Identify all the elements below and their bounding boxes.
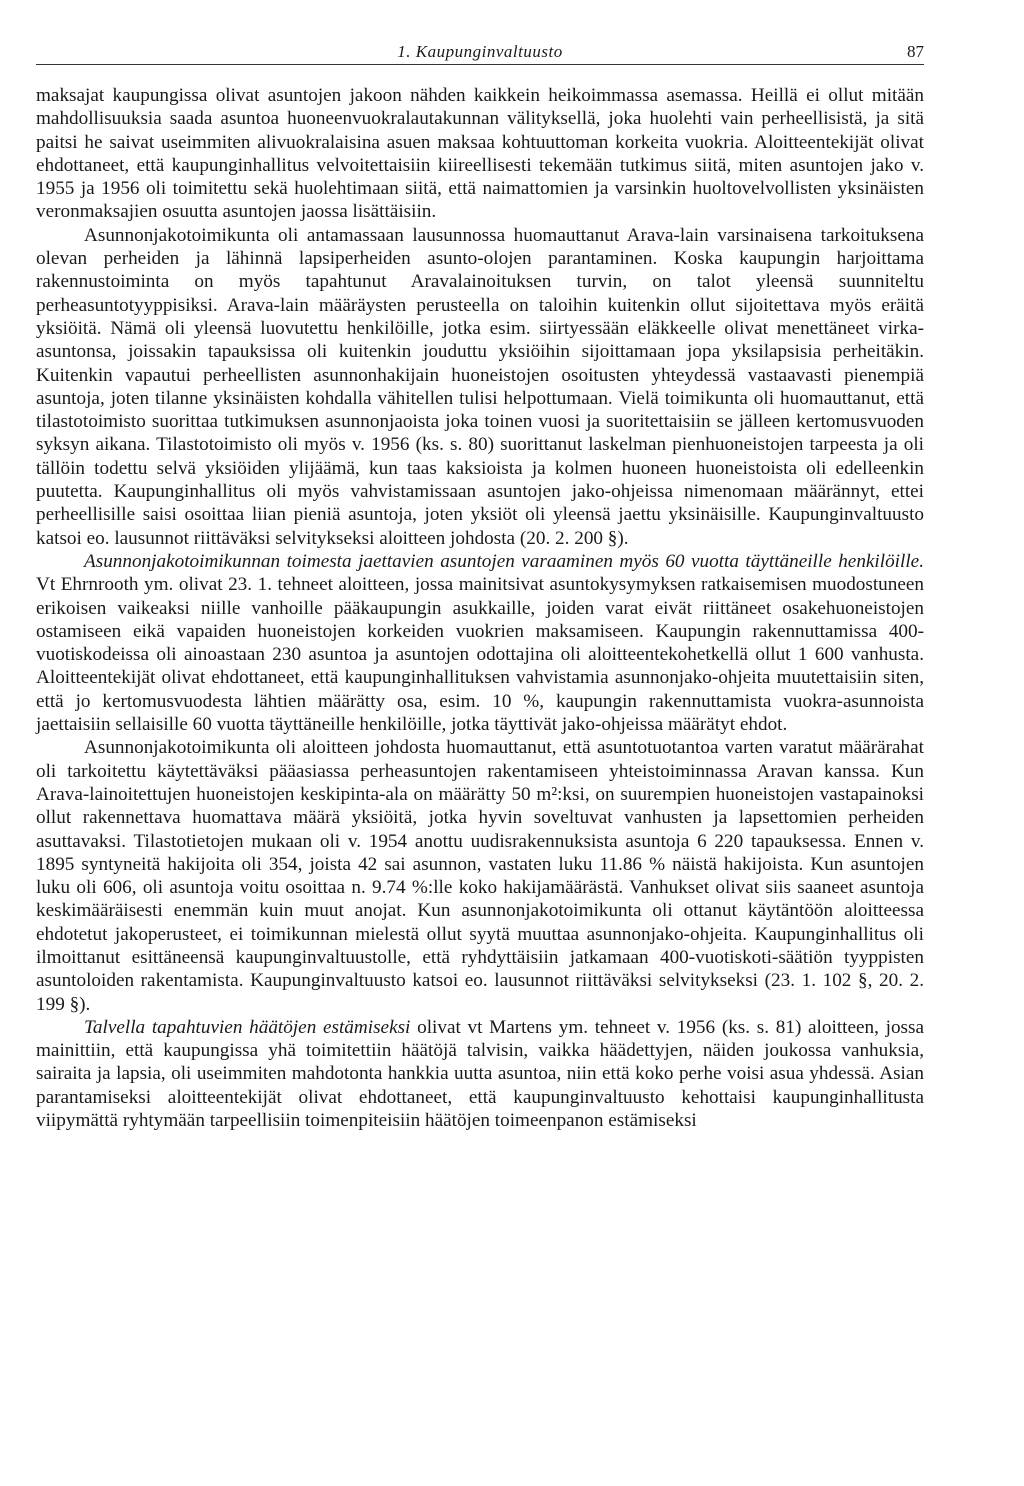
page-number: 87	[907, 42, 924, 61]
paragraph-text: Asunnonjakotoimikunta oli antamassaan lausunnossa huomauttanut Arava-lain varsinaisena tarkoituksena olevan perheiden ja lähinnä lapsiperheiden asunto-olojen parantaminen. Koska kaupungin harjoittama rakennustoiminta on myös tapahtunut Aravalainoituksen turvin, on talot yleensä suunniteltu perheasuntotyyppisiksi. Arava-lain määräysten perusteella on taloihin kuitenkin ollut sijoitettava myös eräitä yksiöitä. Nämä oli yleensä luovutettu henkilöille, jotka esim. siirtyessään eläkkeelle olivat menettäneet virka-asuntonsa, joissakin tapauksissa oli kuitenkin jouduttu yksiöihin sijoittamaan jopa yksilapsisia perheitäkin. Kuitenkin vapautui perheellisten asunnonhakijain huoneistojen osoitusten yhteydessä vastaavasti pienempiä asuntoja, joten tilanne yksinäisten kohdalla vähitellen tulisi helpottumaan. Vielä toimikunta oli huomauttanut, että tilastotoimisto suorittaa tutkimuksen asunnonjaoista joka toinen vuosi ja suoritettaisiin se jälleen kertomusvuoden syksyn aikana. Tilastotoimisto oli myös v. 1956 (ks. s. 80) suorittanut laskelman pienhuoneistojen tarpeesta ja oli tällöin todettu selvä yksiöiden ylijäämä, kun taas kaksioista ja kolmen huoneen huoneistoista oli edelleenkin puutetta. Kaupunginhallitus oli myös vahvistamissaan asuntojen jako-ohjeissa nimenomaan määrännyt, ettei perheellisille saisi osoittaa liian pieniä asuntoja, joten yksiöt oli yleensä jaettu yksinäisille. Kaupunginvaltuusto katsoi eo. lausunnot riittäväksi selvitykseksi aloitteen johdosta (20. 2. 200 §).	[36, 224, 924, 549]
paragraph-continuation	[36, 84, 924, 224]
paragraph	[36, 224, 924, 550]
paragraph-lead: Asunnonjakotoimikunnan toimesta jaettavien asuntojen varaaminen myös 60 vuotta täyttäneille henkilöille.	[84, 550, 924, 572]
running-title: 1. Kaupunginvaltuusto	[397, 42, 563, 61]
paragraph	[36, 1016, 924, 1132]
paragraph-text: olivat vt Martens ym. tehneet v. 1956 (ks. s. 81) aloitteen, jossa mainittiin, että kaupungissa yhä toimitettiin häätöjä talvisin, vaikka häädettyjen, näiden joukossa vanhuksia, sairaita ja lapsia, oli useimmiten mahdotonta hankkia uutta asuntoa, niin että koko perhe voisi asua yhdessä. Asian parantamiseksi aloitteentekijät olivat ehdottaneet, että kaupunginvaltuusto kehottaisi kaupunginhallitusta viipymättä ryhtymään tarpeellisiin toimenpiteisiin häätöjen toimeenpanon estämiseksi	[36, 1016, 924, 1132]
paragraph-text: Asunnonjakotoimikunta oli aloitteen johdosta huomauttanut, että asuntotuotantoa varten varatut määrärahat oli tarkoitettu käytettäväksi pääasiassa perheasuntojen rakentamiseen yhteistoiminnassa Aravan kanssa. Kun Arava-lainoitettujen huoneistojen keskipinta-ala on määrätty 50 m²:ksi, on suurempien huoneistojen vastapainoksi ollut rakennettava huomattava määrä yksiöitä, jotka hyvin soveltuvat vanhusten ja lapsettomien perheiden asuttavaksi. Tilastotietojen mukaan oli v. 1954 anottu uudisrakennuksista asuntoja 6 220 tapauksessa. Ennen v. 1895 syntyneitä hakijoita oli 354, joista 42 sai asunnon, vastaten luku 11.86 % näistä hakijoista. Kun asuntojen luku oli 606, oli asuntoja voitu osoittaa n. 9.74 %:lle koko hakijamäärästä. Vanhukset olivat siis saaneet asuntoja keskimääräisesti enemmän kuin muut anojat. Kun asunnonjakotoimikunta oli ottanut käytäntöön aloitteessa ehdotetut jakoperusteet, ei toimikunnan mielestä ollut syytä muuttaa asunnonjako-ohjeita. Kaupunginhallitus oli ilmoittanut esittäneensä kaupunginvaltuustolle, että ryhdyttäisiin jatkamaan 400-vuotiskoti-säätiön tyyppisten asuntoloiden rakentamista. Kaupunginvaltuusto katsoi eo. lausunnot riittäväksi selvitykseksi (23. 1. 102 §, 20. 2. 199 §).	[36, 737, 924, 1015]
body-text	[36, 84, 924, 1132]
page-header	[36, 36, 924, 65]
paragraph-text: maksajat kaupungissa olivat asuntojen jakoon nähden kaikkein heikoimmassa asemassa. Heillä ei ollut mitään mahdollisuuksia saada asuntoa huoneenvuokralautakunnan välityksellä, joka huolehti vain perheellisistä, ja sitä paitsi he saivat useimmiten alivuokralaisina asuen maksaa kohtuuttoman korkeita vuokria. Aloitteentekijät olivat ehdottaneet, että kaupunginhallitus velvoitettaisiin kiireellisesti tekemään tutkimus siitä, miten asuntojen jako v. 1955 ja 1956 oli toimitettu sekä huolehtimaan siitä, että naimattomien ja varsinkin huoltovelvollisten yksinäisten veronmaksajien osuutta asuntojen jaossa lisättäisiin.	[36, 85, 924, 223]
paragraph-lead: Talvella tapahtuvien häätöjen estämiseksi	[84, 1016, 411, 1038]
paragraph	[36, 736, 924, 1016]
paragraph-text: Vt Ehrnrooth ym. olivat 23. 1. tehneet aloitteen, jossa mainitsivat asuntokysymyksen ratkaisemisen muodostuneen erikoisen vaikeaksi niille vanhoille pääkaupungin asukkaille, joiden varat eivät riittäneet osakehuoneistojen ostamiseen eikä vapaiden huoneistojen korkeiden vuokrien maksamiseen. Kaupungin rakennuttamissa 400-vuotiskodeissa oli ainoastaan 230 asuntoa ja asuntojen odottajina oli aloitteentekohetkellä ollut 1 600 vanhusta. Aloitteentekijät olivat ehdottaneet, että kaupunginhallituksen vahvistamia asunnonjako-ohjeita muutettaisiin siten, että jo kertomusvuodesta lähtien määrätty osa, esim. 10 %, kaupungin rakennuttamista vuokra-asunnoista jaettaisiin sellaisille 60 vuotta täyttäneille henkilöille, jotka täyttivät jako-ohjeissa määrätyt ehdot.	[36, 574, 924, 736]
paragraph	[36, 550, 924, 736]
